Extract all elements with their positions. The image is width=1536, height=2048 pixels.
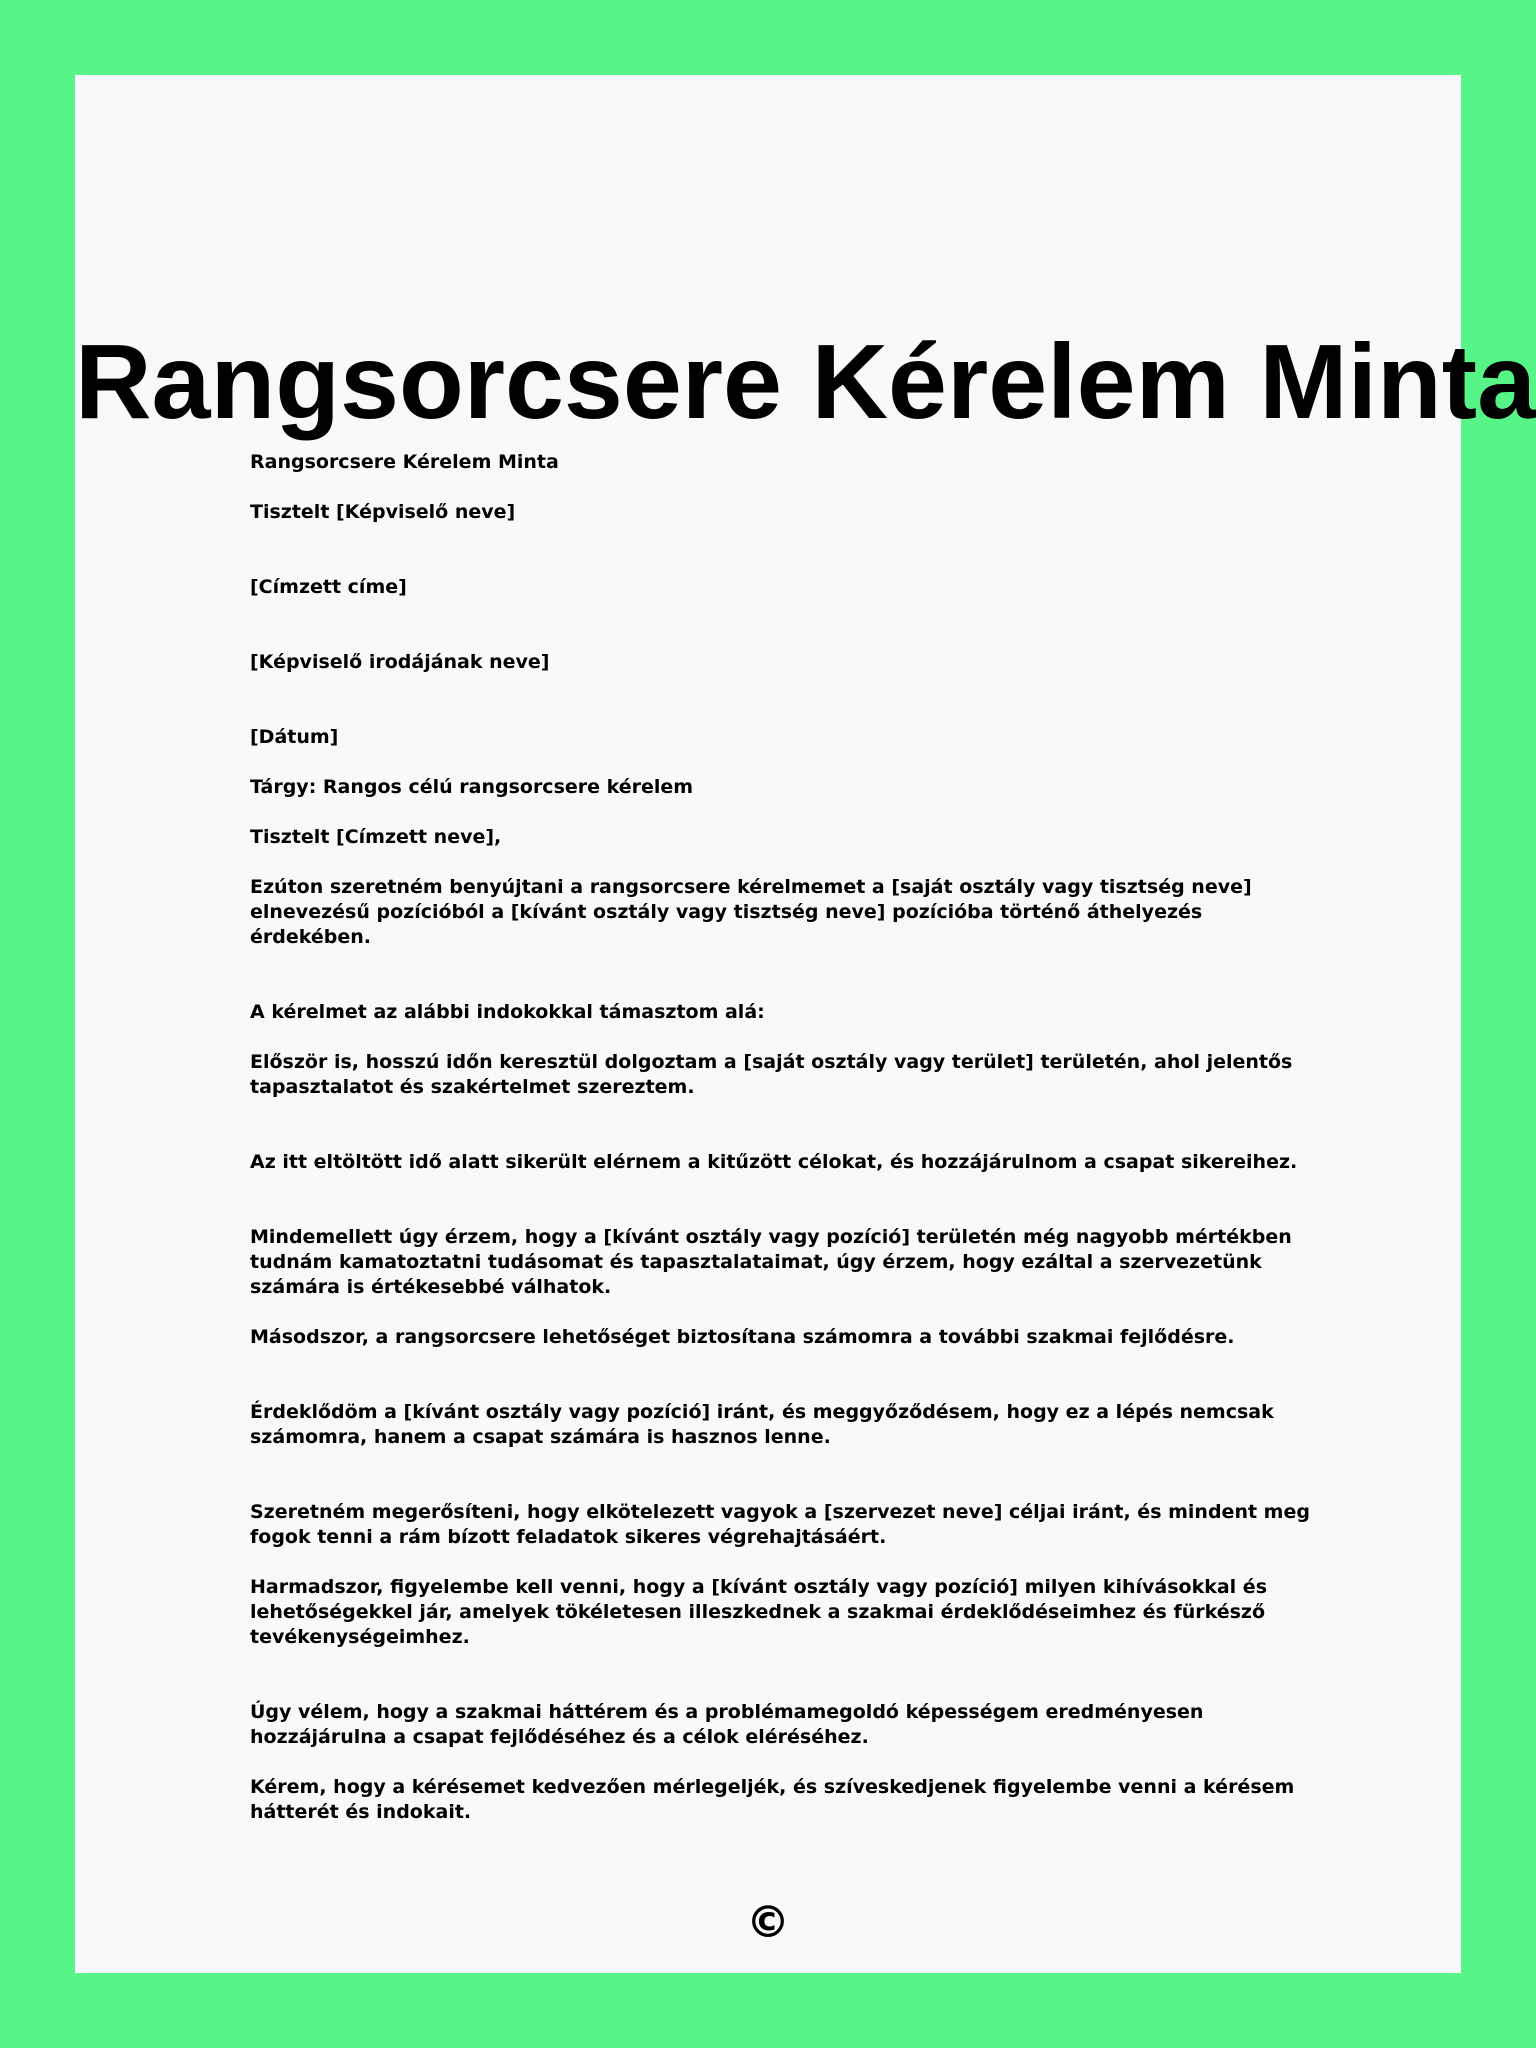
- date-line: [Dátum]: [250, 726, 339, 748]
- paragraph-background: Úgy vélem, hogy a szakmai háttérem és a problémamegoldó képességem eredményesen hozzájárulna a csapat fejlődéséhez és a célok eléréséhez.: [250, 1701, 1204, 1748]
- paragraph-third-reason: Harmadszor, figyelembe kell venni, hogy a [kívánt osztály vagy pozíció] milyen kihívásokkal és lehetőségekkel jár, amelyek tökéletesen illeszkednek a szakmai érdeklődéseimhez és fürkésző tevékenységeimhez.: [250, 1576, 1268, 1648]
- paragraph-achievements: Az itt eltöltött idő alatt sikerült elérnem a kitűzött célokat, és hozzájárulnom a csapat sikereihez.: [250, 1151, 1298, 1173]
- copyright-icon: ©: [746, 1897, 790, 1948]
- salutation-recipient: Tisztelt [Címzett neve],: [250, 826, 502, 848]
- paragraph-closing: Kérem, hogy a kérésemet kedvezően mérlegeljék, és szíveskedjenek figyelembe venni a kérésem hátterét és indokait.: [250, 1776, 1295, 1823]
- letter-heading: Rangsorcsere Kérelem Minta: [250, 451, 559, 473]
- paragraph-reasons-heading: A kérelmet az alábbi indokokkal támasztom alá:: [250, 1001, 765, 1023]
- paragraph-second-reason: Másodszor, a rangsorcsere lehetőséget biztosítana számomra a további szakmai fejlődésre.: [250, 1326, 1235, 1348]
- office-name: [Képviselő irodájának neve]: [250, 651, 550, 673]
- letter-body: [250, 450, 1310, 1825]
- document-page: [75, 75, 1536, 1973]
- paragraph-interest: Érdeklődöm a [kívánt osztály vagy pozíció] iránt, és meggyőződésem, hogy ez a lépés nemcsak számomra, hanem a csapat számára is hasznos lenne.: [250, 1401, 1274, 1448]
- paragraph-intro: Ezúton szeretném benyújtani a rangsorcsere kérelmemet a [saját osztály vagy tisztség neve] elnevezésű pozícióból a [kívánt osztály vagy tisztség neve] pozícióba történő áthelyezés érdekében.: [250, 876, 1252, 948]
- paragraph-commitment: Szeretném megerősíteni, hogy elkötelezett vagyok a [szervezet neve] céljai iránt, és mindent meg fogok tenni a rám bízott feladatok sikeres végrehajtásáért.: [250, 1501, 1310, 1548]
- paragraph-value: Mindemellett úgy érzem, hogy a [kívánt osztály vagy pozíció] területén még nagyobb mértékben tudnám kamatoztatni tudásomat és tapasztalataimat, úgy érzem, hogy ezáltal a szervezetünk számára is értékesebbé válhatok.: [250, 1226, 1292, 1298]
- page-title: Rangsorcsere Kérelem Minta: [75, 323, 1536, 441]
- salutation-representative: Tisztelt [Képviselő neve]: [250, 501, 516, 523]
- paragraph-first-reason: Először is, hosszú időn keresztül dolgoztam a [saját osztály vagy terület] területén, ahol jelentős tapasztalatot és szakértelmet szereztem.: [250, 1051, 1293, 1098]
- subject-line: Tárgy: Rangos célú rangsorcsere kérelem: [250, 776, 694, 798]
- recipient-address: [Címzett címe]: [250, 576, 407, 598]
